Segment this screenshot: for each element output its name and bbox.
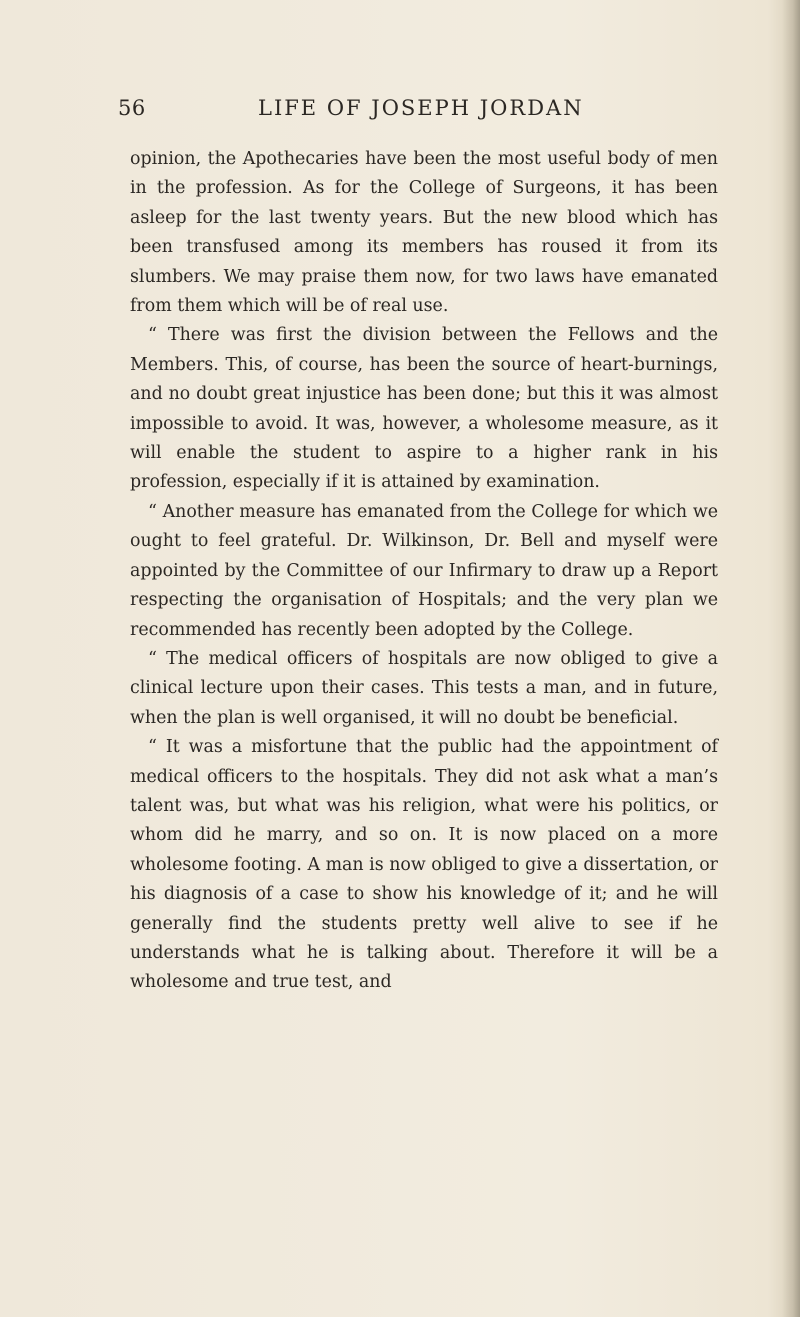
paragraph-4: “ The medical officers of hospitals are now obliged to give a clinical lecture upon their cases. This tests a man, and in future, when the plan is well organised, it will no doubt be beneficial. bbox=[130, 648, 718, 728]
paragraph-1: opinion, the Apothecaries have been the most useful body of men in the profession. As for the College of Surgeons, it has been asleep for the last twenty years. But the new blood which has been transfused among its members has roused it from its slumbers. We may praise them now, for two laws have emanated from them which will be of real use. bbox=[130, 149, 718, 317]
paragraph-3: “ Another measure has emanated from the College for which we ought to feel grateful. Dr. Wilkinson, Dr. Bell and myself were appointed by the Committee of our Infirmary to draw up a Report respecting the organisation of Hospitals; and the very plan we recommended has recently been adopted by the College. bbox=[130, 501, 718, 640]
paragraph-2: “ There was first the division between the Fellows and the Members. This, of course, has been the source of heart-burnings, and no doubt great injustice has been done; but this it was almost impossible to avoid. It was, however, a wholesome measure, as it will enable the student to aspire to a higher rank in his profession, especially if it is attained by examination. bbox=[130, 325, 718, 493]
page-header bbox=[118, 96, 728, 126]
page-edge-shadow bbox=[782, 0, 800, 1317]
running-title: LIFE OF JOSEPH JORDAN bbox=[258, 96, 584, 120]
paragraph-5: “ It was a misfortune that the public had the appointment of medical officers to the hospitals. They did not ask what a man’s talent was, but what was his religion, what were his politics, or whom did he marry, and so on. It is now placed on a more wholesome footing. A man is now obliged to give a dissertation, or his diagnosis of a case to show his knowledge of it; and he will generally find the students pretty well alive to see if he understands what he is talking about. Therefore it will be a wholesome and true test, and bbox=[130, 737, 718, 993]
page-number: 56 bbox=[118, 96, 146, 120]
body-text bbox=[130, 145, 718, 998]
